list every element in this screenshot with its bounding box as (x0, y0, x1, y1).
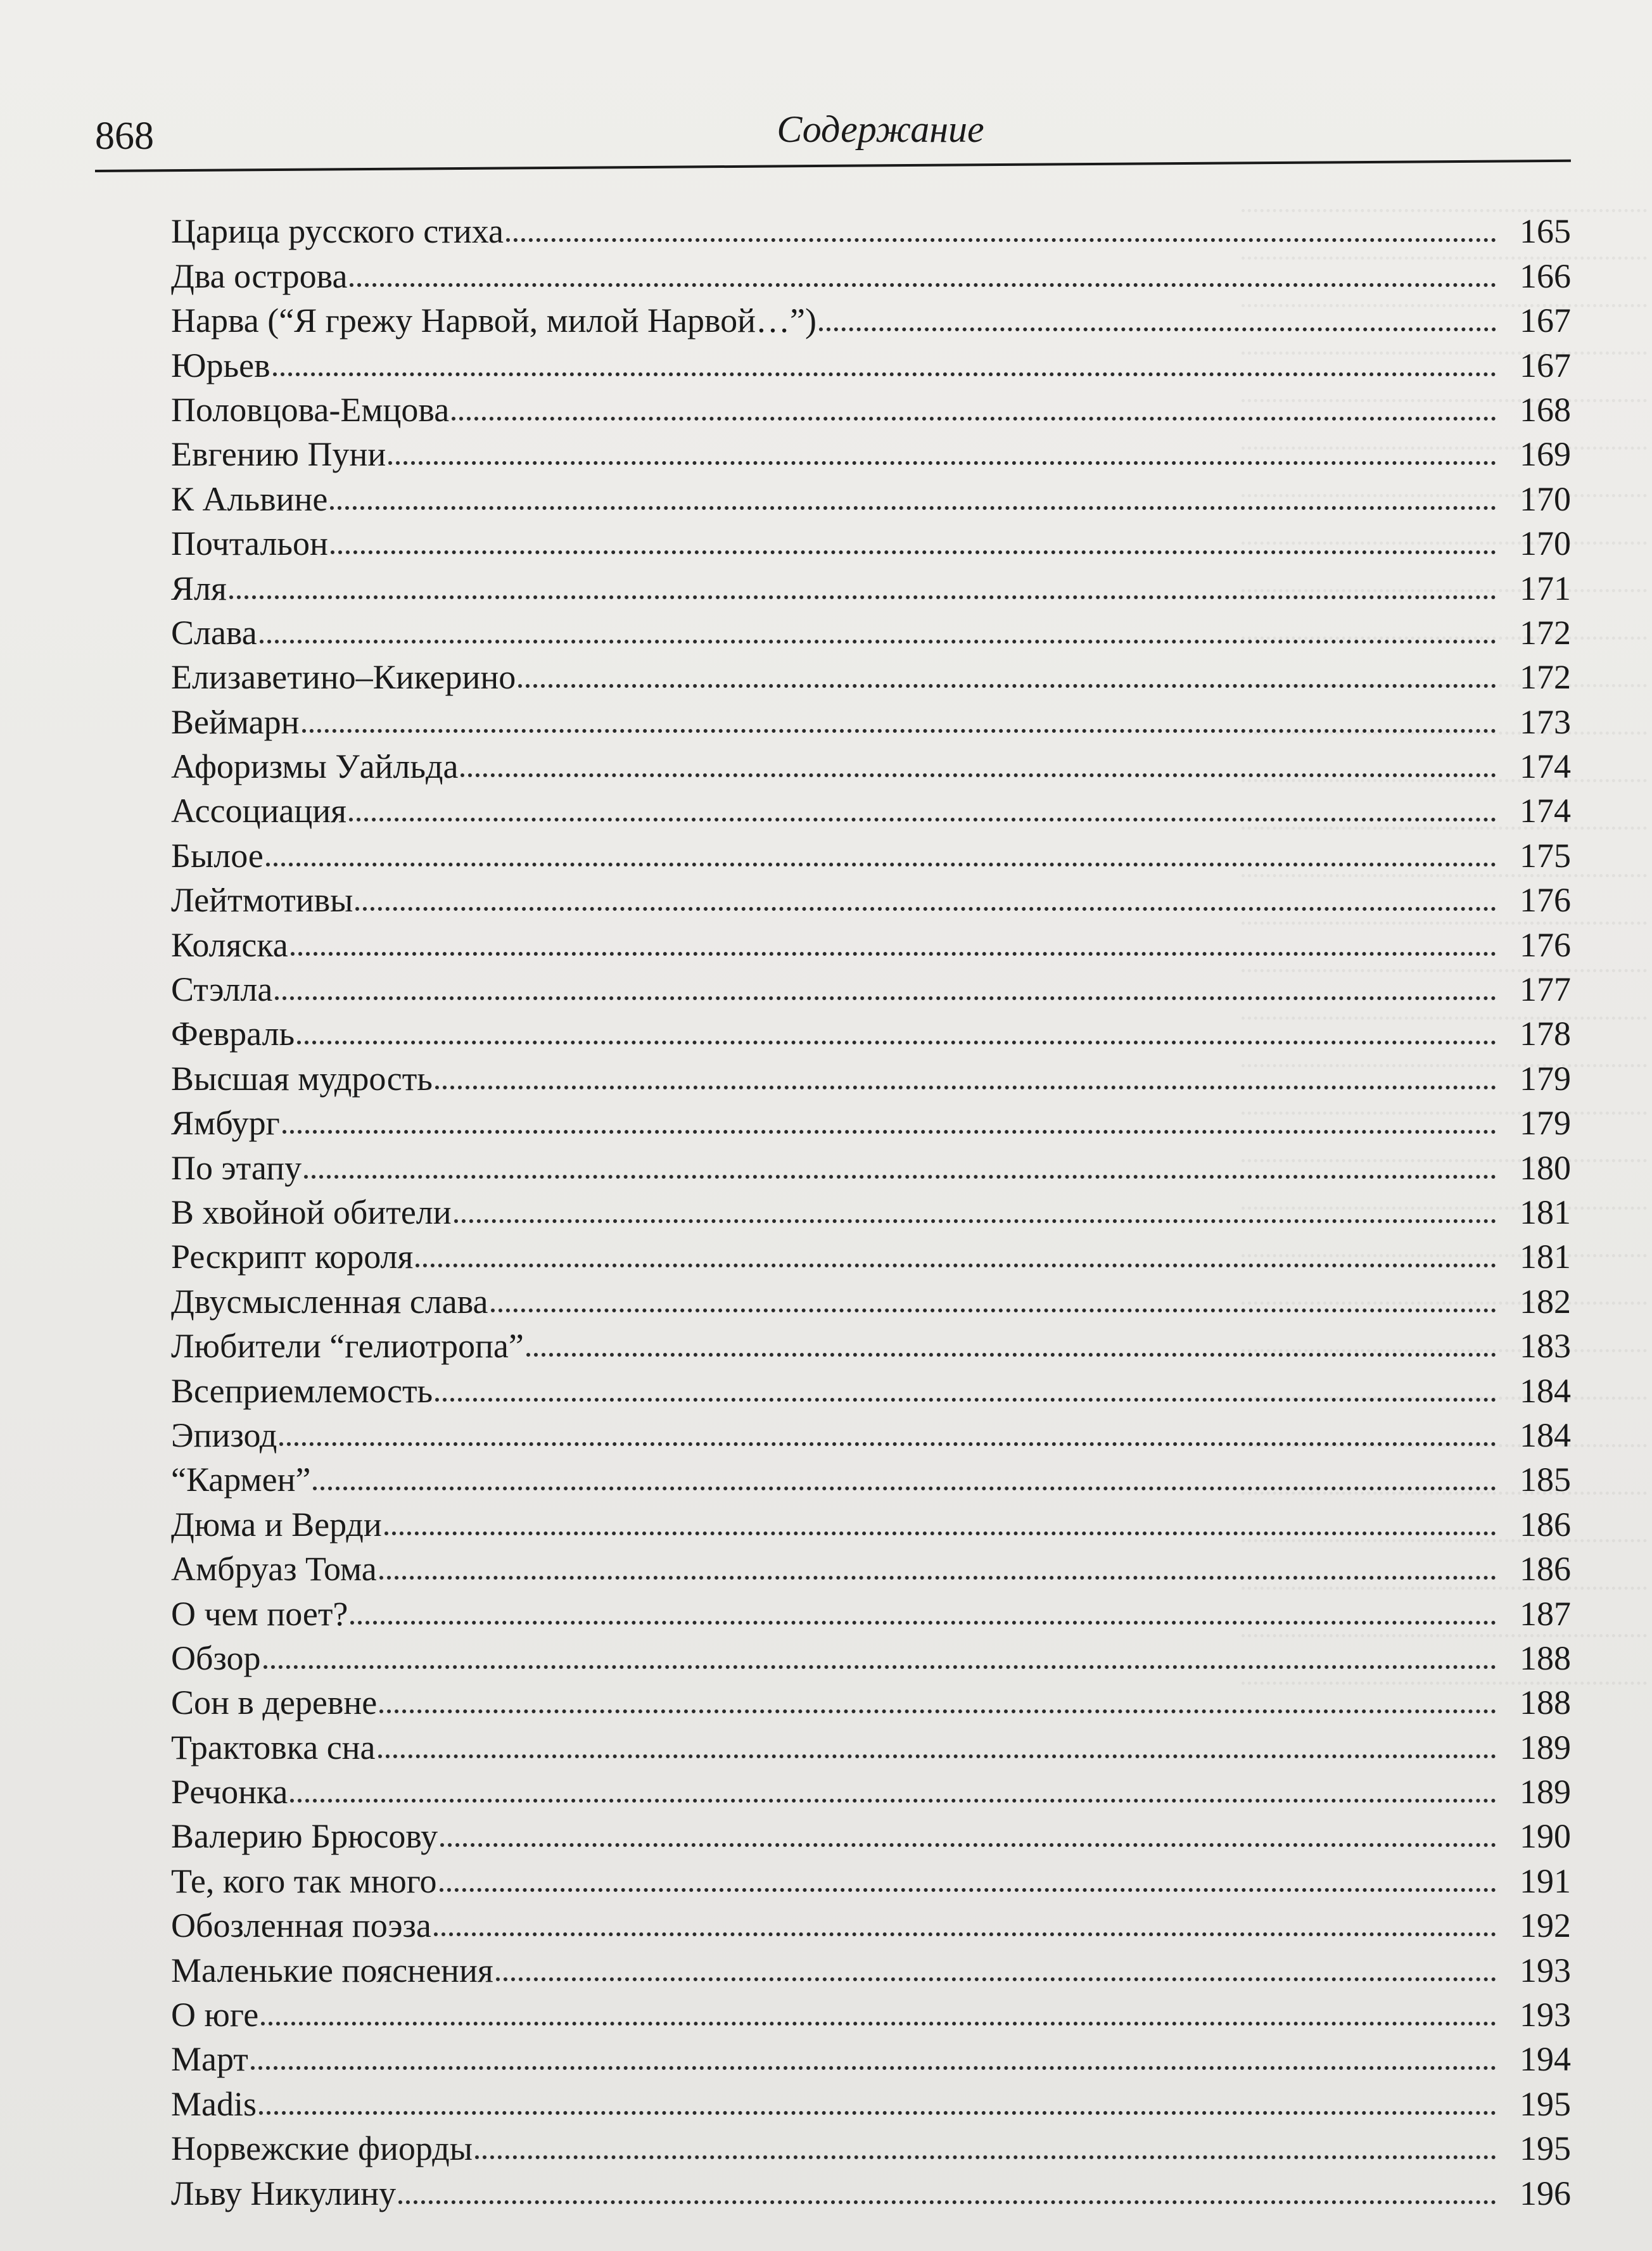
dot-leader (259, 2111, 1496, 2115)
toc-entry-title: Юрьев (171, 346, 270, 384)
dot-leader (398, 2200, 1496, 2204)
toc-entry-title: Сон в деревне (171, 1683, 378, 1722)
toc-entry (171, 1988, 1571, 2032)
dot-leader (313, 1487, 1496, 1490)
toc-entry-title: Елизаветино–Кикерино (171, 658, 516, 697)
dot-leader (229, 595, 1496, 599)
toc-entry (171, 1853, 1571, 1898)
toc-entry (171, 917, 1571, 964)
toc-entry (171, 1452, 1571, 1497)
toc-entry-title: О юге (171, 1996, 259, 2034)
dot-leader (350, 283, 1496, 287)
toc-entry-page: 183 (1520, 1327, 1571, 1366)
toc-entry-title: Двусмысленная слава (171, 1282, 488, 1321)
toc-entry (171, 383, 1571, 427)
toc-entry-title: Обозленная поэза (171, 1906, 431, 1945)
toc-entry (171, 650, 1571, 697)
toc-entry-title: Ямбург (171, 1104, 280, 1143)
toc-entry (171, 1497, 1571, 1544)
section-title: Содержание (777, 108, 984, 150)
dot-leader (388, 461, 1496, 465)
toc-entry (171, 2032, 1571, 2079)
toc-entry-title: Речонка (171, 1773, 288, 1811)
toc-entry (171, 1542, 1571, 1586)
toc-entry-page: 190 (1520, 1817, 1571, 1856)
toc-entry-title: Лейтмотивы (171, 881, 353, 920)
dot-leader (349, 818, 1496, 821)
dot-leader (435, 1086, 1496, 1089)
toc-entry (171, 1720, 1571, 1764)
toc-entry (171, 1363, 1571, 1410)
toc-entry-page: 196 (1520, 2174, 1571, 2212)
toc-entry-title: Эпизод (171, 1416, 277, 1454)
running-head (95, 108, 1571, 165)
toc-entry-page: 168 (1520, 390, 1571, 429)
toc-entry-page: 194 (1520, 2040, 1571, 2079)
dot-leader (384, 1531, 1496, 1535)
dot-leader (260, 640, 1496, 644)
toc-entry-title: Всеприемлемость (171, 1371, 433, 1410)
dot-leader (302, 729, 1496, 733)
dot-leader (283, 1130, 1496, 1134)
dot-leader (291, 952, 1496, 956)
toc-entry-page: 177 (1520, 970, 1571, 1009)
toc-entry-title: Афоризмы Уайльда (171, 747, 459, 786)
dot-leader (273, 372, 1496, 376)
toc-entry-page: 178 (1520, 1015, 1571, 1053)
toc-entry-title: Слава (171, 613, 257, 652)
toc-entry-page: 188 (1520, 1683, 1571, 1722)
dot-leader (496, 1977, 1496, 1981)
toc-entry-page: 179 (1520, 1059, 1571, 1098)
dot-leader (290, 1799, 1496, 1803)
toc-entry (171, 1319, 1571, 1366)
toc-entry (171, 1586, 1571, 1633)
toc-entry-title: Дюма и Верди (171, 1505, 382, 1544)
dot-leader (330, 506, 1496, 510)
toc-entry-page: 167 (1520, 301, 1571, 340)
toc-entry-page: 169 (1520, 435, 1571, 474)
toc-entry (171, 427, 1571, 474)
toc-entry-title: Февраль (171, 1015, 295, 1053)
toc-entry (171, 1675, 1571, 1720)
toc-entry (171, 962, 1571, 1009)
toc-entry (171, 1274, 1571, 1321)
dot-leader (297, 1041, 1496, 1044)
toc-entry (171, 1006, 1571, 1051)
toc-entry-page: 195 (1520, 2084, 1571, 2123)
toc-entry-page: 170 (1520, 479, 1571, 518)
dot-leader (266, 863, 1496, 866)
toc-entry (171, 561, 1571, 605)
toc-entry (171, 1229, 1571, 1274)
toc-entry-page: 191 (1520, 1861, 1571, 1900)
toc-entry-page: 189 (1520, 1728, 1571, 1766)
toc-entry-page: 176 (1520, 881, 1571, 920)
toc-entry-title: Амбруаз Тома (171, 1550, 377, 1588)
dot-leader (264, 1665, 1497, 1669)
toc-entry (171, 338, 1571, 382)
dot-leader (518, 684, 1496, 688)
toc-entry-title: Высшая мудрость (171, 1059, 433, 1098)
toc-entry-page: 185 (1520, 1461, 1571, 1499)
dot-leader (279, 1442, 1496, 1446)
dot-leader (355, 907, 1496, 911)
dot-leader (440, 1888, 1496, 1892)
toc-entry-page: 180 (1520, 1148, 1571, 1187)
dot-leader (416, 1264, 1496, 1267)
toc-entry-page: 174 (1520, 747, 1571, 786)
dot-leader (378, 1754, 1496, 1758)
toc-entry (171, 1051, 1571, 1098)
dot-leader (251, 2066, 1496, 2070)
toc-entry-page: 179 (1520, 1104, 1571, 1143)
toc-entry-page: 182 (1520, 1282, 1571, 1321)
toc-entry-page: 195 (1520, 2129, 1571, 2168)
toc-entry (171, 1408, 1571, 1452)
toc-entry-title: Евгению Пуни (171, 435, 386, 474)
dot-leader (440, 1843, 1496, 1847)
toc-entry-title: Обзор (171, 1639, 261, 1677)
toc-entry (171, 248, 1571, 293)
toc-entry (171, 471, 1571, 516)
toc-entry (171, 783, 1571, 828)
toc-entry-title: Половцова-Емцова (171, 390, 450, 429)
toc-entry (171, 606, 1571, 650)
toc-entry-page: 188 (1520, 1639, 1571, 1677)
toc-entry-page: 181 (1520, 1238, 1571, 1276)
toc-entry-title: Март (171, 2040, 248, 2079)
dot-leader (261, 2022, 1496, 2026)
toc-entry (171, 204, 1571, 251)
toc-entry-title: Веймарн (171, 702, 300, 741)
toc-entry-title: По этапу (171, 1148, 302, 1187)
dot-leader (475, 2155, 1496, 2159)
toc-entry-page: 170 (1520, 524, 1571, 563)
toc-entry-page: 175 (1520, 836, 1571, 875)
toc-entry (171, 2121, 1571, 2168)
toc-entry-title: Рескрипт короля (171, 1238, 414, 1276)
dot-leader (434, 1932, 1496, 1936)
toc-entry-title: Любители “гелиотропа” (171, 1327, 524, 1366)
toc-entry (171, 2076, 1571, 2121)
dot-leader (819, 327, 1496, 331)
dot-leader (304, 1175, 1496, 1179)
dot-leader (454, 1219, 1496, 1223)
toc-entry-page: 173 (1520, 702, 1571, 741)
toc-entry-page: 193 (1520, 1951, 1571, 1989)
toc-entry (171, 873, 1571, 920)
toc-entry (171, 1631, 1571, 1675)
toc-entry-title: Льву Никулину (171, 2174, 397, 2212)
toc-entry-page: 187 (1520, 1594, 1571, 1633)
toc-entry (171, 828, 1571, 875)
dot-leader (435, 1398, 1496, 1402)
toc-entry-page: 186 (1520, 1505, 1571, 1544)
dot-leader (526, 1353, 1496, 1357)
toc-entry-title: Норвежские фиорды (171, 2129, 473, 2168)
dot-leader (350, 1621, 1496, 1625)
dot-leader (275, 996, 1496, 1000)
toc-entry-title: Валерию Брюсову (171, 1817, 438, 1856)
dot-leader (491, 1309, 1496, 1312)
dot-leader (506, 238, 1496, 242)
toc-entry (171, 516, 1571, 561)
toc-entry-page: 184 (1520, 1371, 1571, 1410)
toc-entry-title: “Кармен” (171, 1461, 311, 1499)
toc-entry-page: 171 (1520, 569, 1571, 607)
dot-leader (379, 1709, 1496, 1713)
toc-entry (171, 1809, 1571, 1856)
toc-entry-page: 186 (1520, 1550, 1571, 1588)
toc-entry-title: Ассоциация (171, 792, 346, 830)
toc-entry-page: 184 (1520, 1416, 1571, 1454)
toc-entry-title: Коляска (171, 925, 288, 964)
toc-entry (171, 1185, 1571, 1229)
toc-entry (171, 1096, 1571, 1143)
dot-leader (452, 417, 1496, 421)
toc-entry-page: 174 (1520, 792, 1571, 830)
toc-entry-title: К Альвине (171, 479, 328, 518)
toc-entry-title: Трактовка сна (171, 1728, 376, 1766)
toc-entry-page: 176 (1520, 925, 1571, 964)
toc-entry (171, 1140, 1571, 1187)
toc-entry-page: 167 (1520, 346, 1571, 384)
toc-entry-title: Стэлла (171, 970, 273, 1009)
dot-leader (331, 550, 1496, 554)
toc-entry-page: 166 (1520, 257, 1571, 295)
toc-entry-page: 192 (1520, 1906, 1571, 1945)
toc-entry-title: Царица русского стиха (171, 212, 504, 251)
toc-entry-title: Madis (171, 2084, 257, 2123)
toc-entry (171, 1898, 1571, 1943)
toc-entry-title: Два острова (171, 257, 348, 295)
toc-entry (171, 2165, 1571, 2210)
toc-entry (171, 1943, 1571, 1987)
toc-entry (171, 1765, 1571, 1809)
dot-leader (379, 1576, 1496, 1580)
toc-entry-title: Былое (171, 836, 264, 875)
toc-entry-page: 172 (1520, 613, 1571, 652)
table-of-contents (171, 204, 1571, 2210)
toc-entry (171, 739, 1571, 786)
toc-entry-title: Почтальон (171, 524, 328, 563)
toc-entry-title: Нарва (“Я грежу Нарвой, милой Нарвой…”) (171, 301, 816, 340)
page-number: 868 (95, 115, 154, 158)
toc-entry-page: 181 (1520, 1193, 1571, 1231)
toc-entry-page: 165 (1520, 212, 1571, 251)
toc-entry-title: В хвойной обители (171, 1193, 452, 1231)
dot-leader (461, 773, 1496, 777)
toc-entry (171, 694, 1571, 739)
toc-entry-page: 193 (1520, 1996, 1571, 2034)
toc-entry-title: Маленькие пояснения (171, 1951, 493, 1989)
toc-entry-page: 172 (1520, 658, 1571, 697)
toc-entry-title: Яля (171, 569, 227, 607)
toc-entry-title: Те, кого так много (171, 1861, 437, 1900)
toc-entry-page: 189 (1520, 1773, 1571, 1811)
toc-entry (171, 293, 1571, 338)
toc-entry-title: О чем поет? (171, 1594, 348, 1633)
